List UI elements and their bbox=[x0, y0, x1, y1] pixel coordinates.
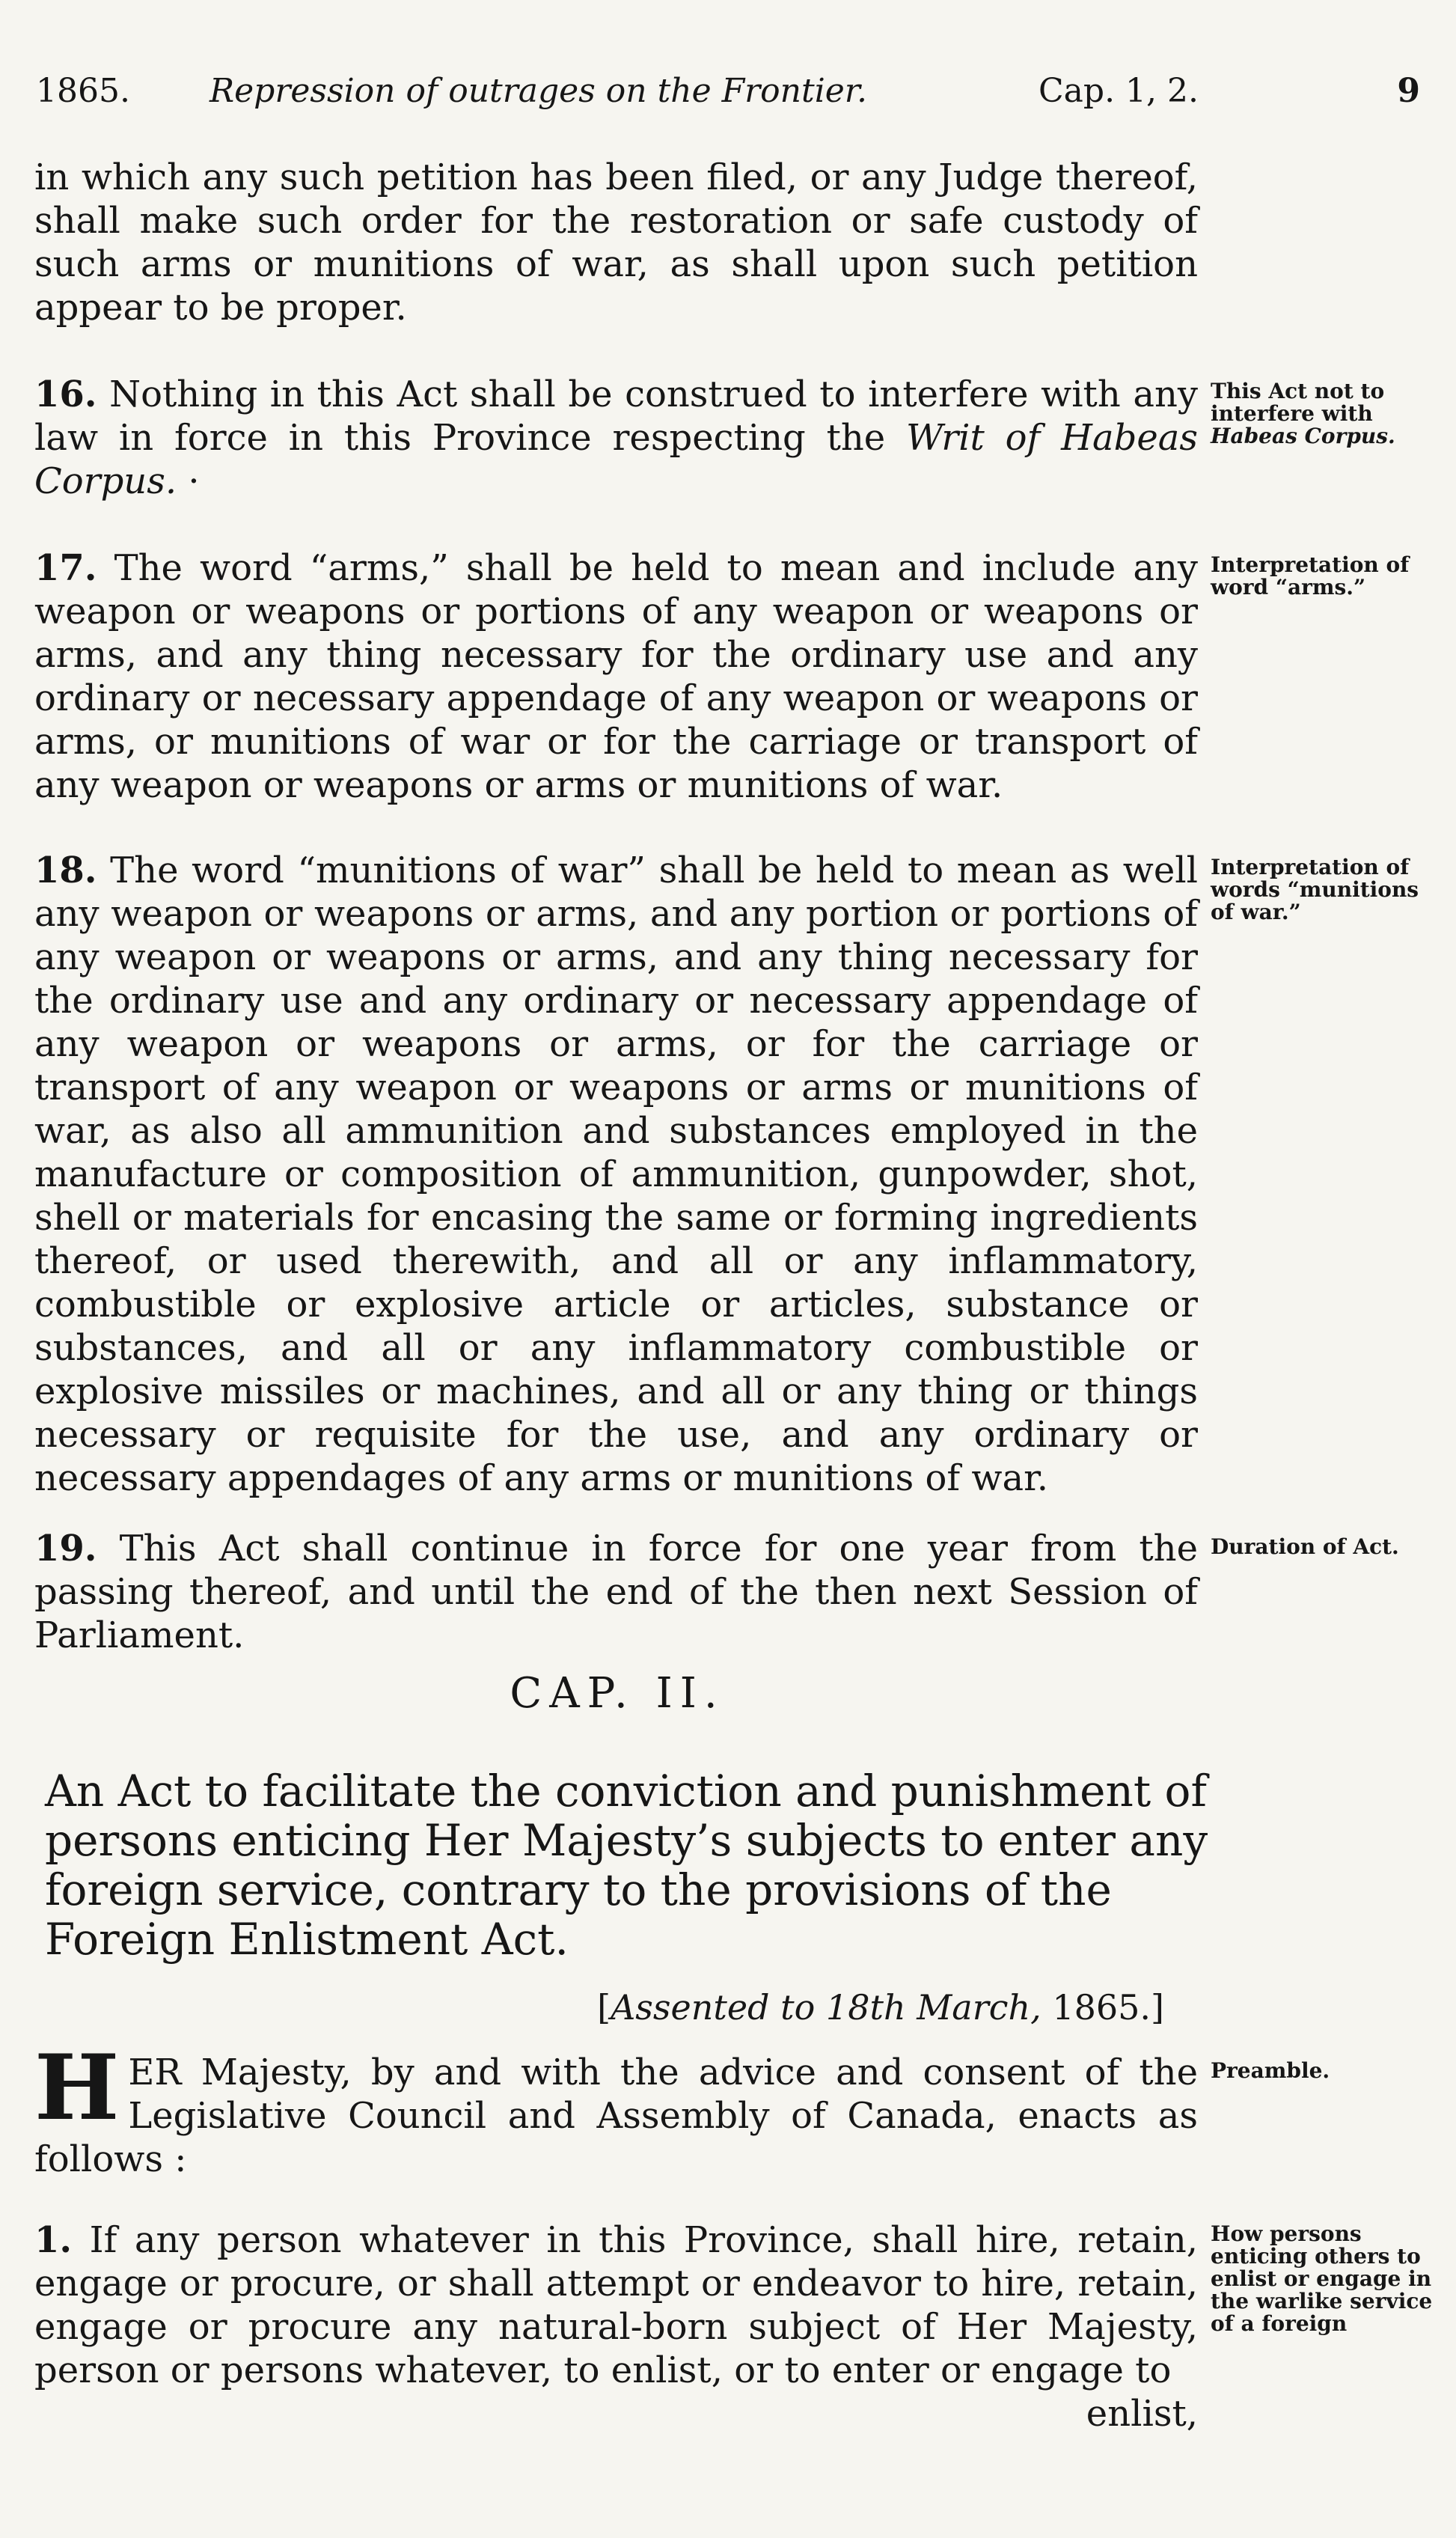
section-number: 18. bbox=[34, 849, 97, 891]
section-16 bbox=[34, 373, 1198, 503]
section-19 bbox=[34, 1527, 1198, 1657]
assent-close: 1865.] bbox=[1041, 1987, 1164, 2028]
margin-note-text: This Act not to interfere with bbox=[1211, 379, 1385, 426]
section-text: Nothing in this Act shall be construed to interfere with any law in force in this Province respecting the bbox=[34, 373, 1198, 459]
margin-note-1: How persons enticing others to enlist or engage in the warlike service of a foreign bbox=[1211, 2221, 1433, 2336]
assent-month: March, bbox=[917, 1987, 1041, 2028]
margin-note-italic: Habeas Corpus. bbox=[1211, 424, 1395, 448]
assent-line bbox=[597, 1987, 1164, 2028]
margin-note-17: Interpretation of word “arms.” bbox=[1211, 552, 1410, 600]
section-17 bbox=[34, 546, 1198, 807]
assent-italic: Assented to bbox=[611, 1987, 816, 2028]
chapter-heading: CAP. II. bbox=[510, 1669, 725, 1718]
header-title: Repression of outrages on the Frontier. bbox=[209, 72, 867, 110]
margin-note-preamble: Preamble. bbox=[1211, 2058, 1330, 2083]
catchword: enlist, bbox=[1086, 2393, 1198, 2435]
section-1 bbox=[34, 2218, 1198, 2392]
section-text: The word “munitions of war” shall be held to mean as well any weapon or weapons or arms, and any portion or portions of any weapon or weapons or arms, and any thing necessary for the ordinary use and any ordinary or necessary appendage of any weapon or weapons or arms, or for the carriage or transport of any weapon or weapons or arms or munitions of war, as also all ammunition and substances employed in the manufacture or composition of ammunition, gunpowder, shot, shell or materials for encasing the same or forming ingredients thereof, or used therewith, and all or any inflammatory, combustible or explosive article or articles, substance or substances, and all or any inflammatory combustible or explosive missiles or machines, and all or any thing or things necessary or requisite for the use, and any ordinary or necessary appendages of any arms or munitions of war. bbox=[34, 849, 1198, 1499]
section-18 bbox=[34, 849, 1198, 1500]
running-header bbox=[36, 72, 1420, 124]
assent-open: [ bbox=[597, 1987, 611, 2028]
assent-date: 18th bbox=[815, 1987, 917, 2028]
section-number: 16. bbox=[34, 373, 97, 415]
section-text-end: · bbox=[177, 460, 200, 502]
drop-cap: H bbox=[34, 2035, 120, 2141]
section-number: 1. bbox=[34, 2219, 73, 2261]
preamble-text: ER Majesty, by and with the advice and consent of the Legislative Council and Assembly of Canada, enacts as follows : bbox=[34, 2052, 1198, 2180]
section-text-italic: Writ of Habeas Corpus. bbox=[34, 417, 1199, 502]
header-year: 1865. bbox=[36, 72, 130, 110]
margin-note-18: Interpretation of words “munitions of war.” bbox=[1211, 855, 1419, 924]
page-number: 9 bbox=[1397, 72, 1420, 110]
section-text: If any person whatever in this Province, shall hire, retain, engage or procure, or shall attempt or endeavor to hire, retain, engage or procure any natural-born subject of Her Majesty, person or persons whatever, to enlist, or to enter or engage to bbox=[34, 2219, 1198, 2391]
continuation-paragraph: in which any such petition has been filed, or any Judge thereof, shall make such order for the restoration or safe custody of such arms or munitions of war, as shall upon such petition appear to be proper. bbox=[34, 156, 1198, 329]
margin-note-16 bbox=[1211, 380, 1435, 448]
section-number: 17. bbox=[34, 547, 97, 589]
section-text: This Act shall continue in force for one year from the passing thereof, and until the end of the then next Session of Parliament. bbox=[34, 1528, 1198, 1656]
preamble bbox=[34, 2035, 1198, 2181]
header-chapter: Cap. 1, 2. bbox=[1039, 72, 1199, 110]
section-text: The word “arms,” shall be held to mean and include any weapon or weapons or portions of any weapon or weapons or arms, and any thing necessary for the ordinary use and any ordinary or necessary appendage of any weapon or weapons or arms, or munitions of war or for the carriage or transport of any weapon or weapons or arms or munitions of war. bbox=[34, 547, 1198, 806]
act-title: An Act to facilitate the conviction and punishment of persons enticing Her Majesty’s subjects to enter any foreign service, contrary to the provisions of the Foreign Enlistment Act. bbox=[45, 1766, 1208, 1965]
section-number: 19. bbox=[34, 1528, 97, 1570]
margin-note-19: Duration of Act. bbox=[1211, 1534, 1399, 1559]
